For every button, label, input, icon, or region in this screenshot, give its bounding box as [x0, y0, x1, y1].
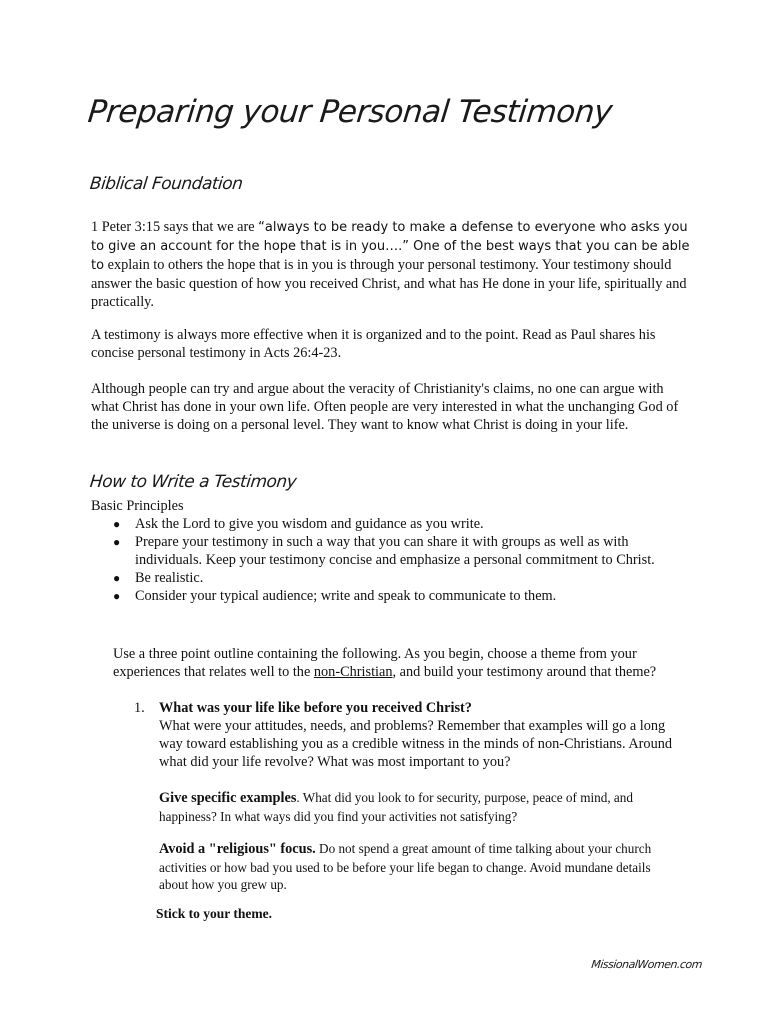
section-heading-how-to-write: How to Write a Testimony [88, 472, 298, 492]
list-item-text: Be realistic. [135, 570, 204, 586]
page-title: Preparing your Personal Testimony [86, 94, 614, 130]
outline-item-1 [159, 699, 679, 771]
footer-site: MissionalWomen.com [590, 958, 703, 971]
specific-examples-label: Give specific examples [159, 790, 297, 806]
specific-examples-text: . What did you look to for security, purpose, peace of mind, and happiness? In what ways did you find your activities not satisfying? [159, 790, 633, 824]
religious-focus-block [159, 840, 679, 894]
list-item-text: Prepare your testimony in such a way that you can share it with groups as well as with individuals. Keep your testimony concise and emphasize a personal commitment to Christ. [135, 534, 655, 568]
stick-to-theme: Stick to your theme. [156, 906, 272, 921]
list-item-text: Consider your typical audience; write and speak to communicate to them. [135, 588, 557, 604]
religious-focus-label: Avoid a "religious" focus. [159, 841, 316, 857]
bullet-icon: ● [113, 589, 121, 603]
religious-focus-text: Do not spend a great amount of time talking about your church activities or how bad you used to be before your life began to change. Avoid mundane details about how you grew up. [159, 841, 652, 892]
paragraph-biblical-foundation-1 [91, 218, 691, 311]
paragraph-text: explain to others the hope that is in you is through your personal testimony. Your testimony should answer the basic question of how you received Christ, and what has He done in your life, spiritually and practically. [91, 257, 687, 310]
bullet-icon: ● [113, 571, 121, 585]
principles-list [91, 515, 671, 605]
bullet-icon: ● [113, 517, 121, 531]
non-christian-link[interactable]: non-Christian [313, 664, 393, 680]
paragraph-text: 1 Peter 3:15 says that we are [91, 219, 259, 235]
list-item [91, 533, 671, 569]
outline-number: 1. [134, 700, 145, 716]
specific-examples-block [159, 789, 679, 825]
list-item-text: Ask the Lord to give you wisdom and guidance as you write. [135, 516, 484, 532]
section-heading-biblical-foundation: Biblical Foundation [88, 174, 244, 194]
list-item [91, 569, 671, 587]
outline-item-heading: What was your life like before you received Christ? [159, 700, 472, 716]
list-item [91, 515, 671, 533]
intro-text: Use a three point outline containing the following. As you begin, choose a theme from your experiences that relates well to the [113, 646, 637, 680]
intro-text: , and build your testimony around that theme? [392, 664, 657, 680]
paragraph-biblical-foundation-2: A testimony is always more effective when it is organized and to the point. Read as Paul shares his concise personal testimony in Acts 26:4-23. [91, 327, 656, 361]
paragraph-biblical-foundation-3: Although people can try and argue about the veracity of Christianity's claims, no one can argue with what Christ has done in your own life. Often people are very interested in what the unchanging God of the universe is doing on a personal level. They want to know what Christ is doing in your life. [91, 381, 679, 433]
outline-intro [113, 645, 673, 681]
basic-principles-label: Basic Principles [91, 498, 184, 514]
list-item [91, 587, 671, 605]
scripture-quote: “always to be ready to make a defense to everyone who asks you to give an account for the hope that is in you….” One of the best ways that you can be able to [91, 220, 690, 273]
outline-item-text: What were your attitudes, needs, and problems? Remember that examples will go a long way toward establishing you as a credible witness in the minds of non-Christians. Around what did your life revolve? What was most important to you? [159, 718, 673, 770]
bullet-icon: ● [113, 535, 121, 549]
